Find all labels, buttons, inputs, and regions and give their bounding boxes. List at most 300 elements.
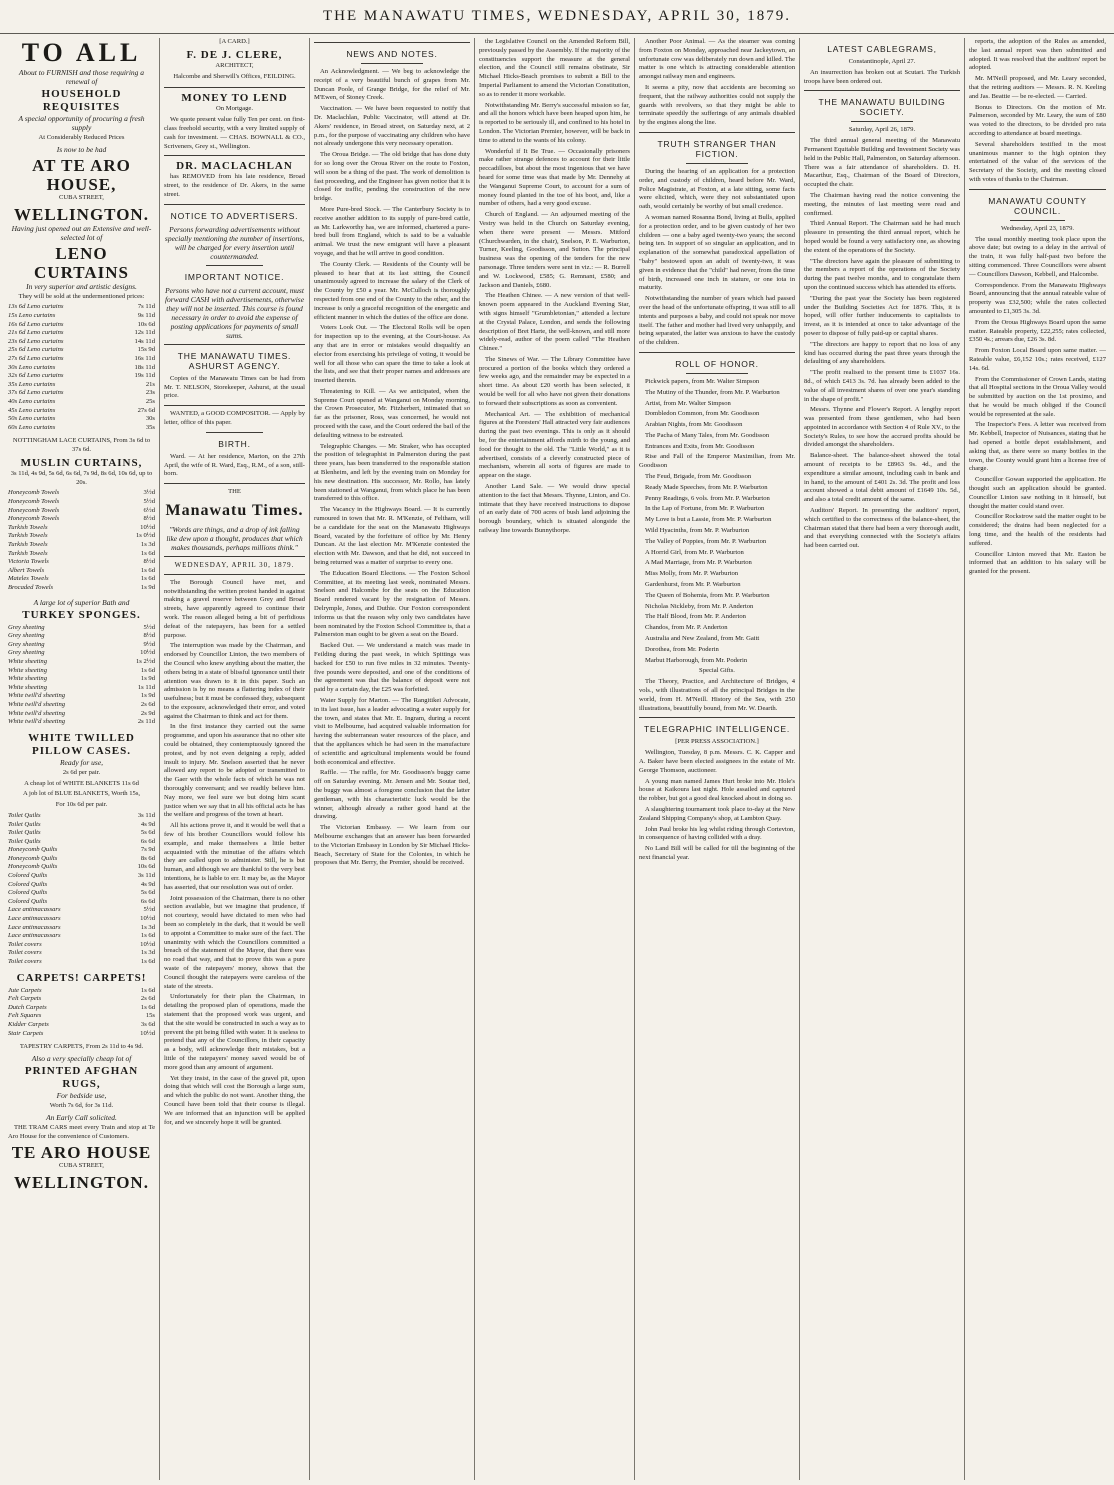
report-paragraph: Auditors' Report. In presenting the auditors' report, which certified to the correctness of the balance-sheet, the Chairman stated that there had been a very thorough audit, and that everything connected with the Society's affairs had been carried out. [804,507,960,550]
price-list-item [8,821,155,830]
price-list-item [8,924,155,933]
item-price: 1s 6d [140,549,155,557]
telegraphic-heading: TELEGRAPHIC INTELLIGENCE. [643,724,791,735]
item-price: 6s 6d [140,897,155,905]
tapestry-sub: Also a very specially cheap lot of [31,1053,132,1063]
telegram-item: John Paul broke his leg whilst riding through Cortevton, in consequence of having collided with a dray. [639,825,795,842]
price-list-item [8,329,155,338]
item-name: Colored Quilts [8,880,48,888]
price-list-item [8,584,155,593]
item-name: Toilet Quilts [8,820,41,828]
item-price: 25s [145,397,155,405]
divider [164,344,305,345]
news-item: The Education Board Elections. — The Foxton School Committee, at its meeting last week, nominated Messrs. Snelson and Halcombe for the seats on the Education Board rendered vacant by the resignation of Messrs. Delrymple, Jones, and Duthie. Our Foxton correspondent informs us that the reason why only two candidates have been nominated by the Foxton School Committee is, that a Palmerston man ought to be given a seat on the Board. [314,569,470,639]
carpets-heading: CARPETS! CARPETS! [16,971,147,984]
item-name: 30s Leno curtains [8,363,56,371]
price-list-item [8,898,155,907]
price-list-item [8,575,155,584]
news-articles [314,68,470,868]
item-price: 1s 6d [140,1003,155,1011]
price-list-item [8,632,155,641]
item-name: Turkish Towels [8,549,48,557]
roll-entry: A Mad Marriage, from Mr. P. Warburton [645,559,752,567]
wanted-ad: WANTED, a GOOD COMPOSITOR. — Apply by letter, office of this paper. [164,410,305,426]
item-name: White twill'd sheeting [8,700,66,708]
price-list-item [8,881,155,890]
price-list-item [8,303,155,312]
divider [804,90,960,91]
item-name: Colored Quilts [8,889,48,897]
paper-the: THE [228,488,241,496]
price-list-item [8,838,155,847]
price-list-item [8,346,155,355]
price-list-item [8,1012,155,1021]
report-paragraph: The third annual general meeting of the Manawatu Permanent Equitable Building and Investment Society was held in the Public Hall, Palmerston, on Saturday afternoon. There was a fair attendance of shareholders. D. H. Macarthur, Esq., Chairman of the Board of Directors, occupied the chair. [804,137,960,189]
item-name: Colored Quilts [8,897,48,905]
blue-blankets-price: For 10s 6d per pair. [55,801,108,809]
roll-entry: Dorothea, from Mr. Poderin [645,645,719,653]
divider [639,132,795,133]
item-name: 27s 6d Leno curtains [8,354,64,362]
report-paragraph: "The directors have again the pleasure of submitting to the members a report of the operations of the Society during the past twelve months, and to congratulate them upon the continued success which has attended its efforts. [804,257,960,291]
divider [639,717,795,718]
price-list-item [8,829,155,838]
column-roll-telegraphic [634,38,799,1480]
council-paragraph: Correspondence. From the Manawatu Highways Board, announcing that the annual rateable value of property was £32,500; while the rates collected amounted to £1,305 3s. 3d. [969,281,1106,315]
item-name: Grey sheeting [8,640,45,648]
price-list-item [8,855,155,864]
roll-entry: Marbut Harborough, from Mr. Poderin [645,656,748,664]
item-price: 1s 0½d [135,532,155,540]
price-list-item [8,863,155,872]
item-price: 8½d [143,515,155,523]
cablegrams-text: An insurrection has broken out at Scutari. The Turkish troops have been ordered out. [804,68,960,85]
price-list-item [8,398,155,407]
news-item: Telegraphic Changes. — Mr. Straker, who has occupied the position of telegraphist in Palmerston during the past three years, has been transferred to the responsible station at Blenheim, and left by the evening train on Monday for his new destination. His successor, Mr. Rollo, has lately been stationed at Wanganui, from which place he has been transferred to this office. [314,442,470,503]
item-name: 25s 6d Leno curtains [8,346,64,354]
council-paragraph: Councillor Gowan supported the application. He thought such an application should be granted. Councillor Linton saw nothing in it himself, but thought the matter could stand over. [969,476,1106,510]
report-paragraph: "During the past year the Society has been registered under the Building Societies Act for 1876. This, it is hoped, will offer further inducements to capitalists to invest, as it is intended at once to take advantage of the power to dispose of fully paid-up or capital shares. [804,294,960,337]
news-item: The Victorian Embassy. — We learn from our Melbourne exchanges that an answer has been forwarded to the Victorian Embassy in London by Sir Michael Hicks-Beach, Secretary of State for the Colonies, in which he proposes that Mr. Berry, the Premier, should be received. [314,824,470,867]
article-paragraph: During the hearing of an application for a protection order, and custody of children, heard before Mr. Ward, Police Magistrate, at Foxton, at a late sitting, some facts were elicited, which, were they not substantiated upon oath, would certainly be worthy of but small credence. [639,167,795,211]
item-name: Lace antimacassars [8,915,61,923]
item-price: 3½d [143,489,155,497]
item-price: 1s 9d [140,675,155,683]
item-price: 35s [145,423,155,431]
item-name: 16s 6d Leno curtains [8,320,64,328]
council-paragraph: Councillor Rockstrow said the matter ought to be considered; the drains had been neglected for a long time, and the health of the residents had suffered. [969,513,1106,547]
item-name: Toilet Quilts [8,837,41,845]
masthead-title: THE MANAWATU TIMES, WEDNESDAY, APRIL 30, 1879. [322,8,792,24]
report-paragraph: Several shareholders testified in the most unanimous manner to the high opinion they entertained of the value of the services of the Secretary of the Society, and the meeting closed with votes of thanks to the Chairman. [969,140,1106,183]
important-heading: IMPORTANT NOTICE. [184,271,285,282]
item-price: 5½d [143,906,155,914]
advert-household: HOUSEHOLD [41,88,122,100]
item-name: Brocaded Towels [8,584,54,592]
item-price: 6½d [143,506,155,514]
item-name: Toilet covers [8,940,42,948]
price-list-item [8,507,155,516]
blue-blankets-line: A job lot of BLUE BLANKETS, Worth 15s, [22,790,141,798]
price-list-item [8,987,155,996]
price-list-item [8,558,155,567]
item-name: 15s Leno curtains [8,311,56,319]
item-price: 1s 6d [140,986,155,994]
council-paragraph: From the Oroua Highways Board upon the same matter. Rateable property, £22,255; rates collected, £350 4s.; arrears due, £26 3s. 8d. [969,318,1106,344]
item-price: 4s 9d [140,820,155,828]
item-name: Turkish Towels [8,523,48,531]
carpet-price-list [8,987,155,1039]
money-text: We quote present value fully Ten per cent. on first-class freehold security, with a very limited supply of cash for investment. — CHAS. BOWNALL & CO., Scriveners, Grey st., Wellington. [164,116,305,150]
item-price: 8½d [143,632,155,640]
price-list-item [8,389,155,398]
nottingham-line: NOTTINGHAM LACE CURTAINS, From 3s 6d to 37s 6d. [12,437,151,454]
afghan-rugs-heading: PRINTED AFGHAN RUGS, [24,1064,139,1090]
item-name: Lace antimacassars [8,932,61,940]
item-name: White sheeting [8,683,48,691]
item-price: 1s 6d [140,958,155,966]
advert-street: CUBA STREET, [59,193,104,201]
roll-entry: Gardenhurst, from Mr. P. Warburton [645,581,741,589]
paper-motto: "Words are things, and a drop of ink falling like dew upon a thought, produces that which makes thousands, perhaps millions think." [166,524,303,552]
news-item: The Oroua Bridge. — The old bridge that has done duty for so long over the Oroua River on the route to Foxton, will soon be a thing of the past. The work of demolition is fast proceeding, and the Engineer has given notice that it is closed for traffic, pending the construction of the new bridge. [314,151,470,203]
rugs-sub: For bedside use, [56,1090,107,1100]
society-date: Saturday, April 26, 1879. [848,126,916,134]
item-name: 13s 6d Leno curtains [8,303,64,311]
special-gifts-heading: Special Gifts. [699,667,735,675]
telegram-item: No Land Bill will be called for till the beginning of the next financial year. [639,845,795,861]
price-list-item [8,364,155,373]
item-price: 6s 6d [140,837,155,845]
item-price: 3s 6d [140,1020,155,1028]
roll-entry: The Queen of Bohemia, from Mr. P. Warburton [645,591,770,599]
divider [164,483,305,484]
advert-opened: Having just opened out an Extensive and well-selected lot of [11,223,152,242]
item-name: 35s Leno curtains [8,380,56,388]
advert-special: A special opportunity of procuring a fresh supply [18,114,145,132]
leader-dateline: WEDNESDAY, APRIL 30, 1879. [174,560,295,569]
item-name: White twill'd sheeting [8,718,66,726]
item-name: Felt Carpets [8,995,42,1003]
pillow-heading: WHITE TWILLED PILLOW CASES. [28,731,135,757]
item-name: Grey sheeting [8,632,45,640]
item-price: 5s 6d [140,889,155,897]
news-item: The County Clerk. — Residents of the County will be pleased to hear that at its last sitting, the Council unanimously agreed to increase the salary of the Clerk of the County by £50 a year. Mr. McCulloch is thoroughly respected from one end of the County to the other, and the increase is only a graceful recognition of the energetic and efficient manner in which the duties of the office are done. [314,260,470,321]
news-item: The Vacancy in the Highways Board. — It is currently rumoured in town that Mr. R. M'Kenzie, of Feltham, will be a candidate for the seat on the Manawatu Highways Board, vacated by the forfeiture of office by Mr. Henry Duncan. At the last election Mr. M'Kenzie contested the election with Mr. Dawson, and that he did, not succeed in being returned was a matter of surprise to every one. [314,506,470,567]
item-name: Kidder Carpets [8,1020,49,1028]
price-list-item [8,312,155,321]
footer-city: WELLINGTON. [14,1173,149,1193]
price-list-item [8,949,155,958]
report-paragraph: The Chairman having read the notice convening the meeting, the minutes of last meeting were read and confirmed. [804,191,960,217]
item-price: 2s 9d [140,709,155,717]
divider [164,87,305,88]
divider [361,63,423,64]
price-list-item [8,906,155,915]
muslin-heading: MUSLIN CURTAINS, [20,456,143,469]
clere-title: ARCHITECT, [215,61,254,69]
council-paragraph: Councillor Linton moved that Mr. Easton be informed that an addition to his salary will be granted for the present. [969,550,1106,576]
newspaper-page [4,38,1110,1480]
council-heading: MANAWATU COUNTY COUNCIL. [988,195,1087,216]
price-list-item [8,701,155,710]
item-name: Toilet Quilts [8,829,41,837]
roll-entry: Chandos, from Mr. P. Anderton [645,624,728,632]
news-item: Water Supply for Marton. — The Rangitikei Advocate, in its last issue, has a leader advocating a water supply for the town, and states that Mr. E. Ingram, during a recent visit to Melbourne, had acquired valuable information for having the subterranean water resources of the place, and that the appliances which he had seen in the manufacture of scientific and agricultural implements would be found both economical and effective. [314,696,470,766]
item-name: 32s 6d Leno curtains [8,372,64,380]
roll-entry: Miss Molly, from Mr. P. Warburton [645,570,739,578]
tapestry-line: TAPESTRY CARPETS, From 2s 11d to 4s 9d. [19,1043,144,1051]
telegram-item: A slaughtering tournament took place to-day at the New Zealand Shipping Company's shop, at Lambton Quay. [639,805,795,822]
item-price: 1s 6d [140,932,155,940]
maclachlan-heading: DR. MACLACHLAN [176,160,293,173]
price-list-item [8,675,155,684]
society-report [804,137,960,551]
blankets-line: A cheap lot of WHITE BLANKETS 11s 6d [24,779,139,787]
cablegrams-heading: LATEST CABLEGRAMS, [827,44,937,54]
divider [164,574,305,575]
leader-paragraph: Unfortunately for their plan the Chairman, in detailing the proposed plan of operations, made the statement that the proposed work was urgent, and that the site would be constructed in such a way as to prevent the pit being filled with water. It is useless to pretend that any of the Councillors, in their capacity as a body, will acknowledge their mistakes, but a little of the ratepayers' money saved would be of more good than any amount of argument. [164,993,305,1071]
price-list-item [8,532,155,541]
item-price: 1s 9d [140,692,155,700]
footer-house: TE ARO HOUSE [11,1143,152,1163]
news-item: More Pure-bred Stock. — The Canterbury Society is to receive another addition to its supply of pure-bred cattle, as Mr. Larkworthy has, we are informed, chartered a pure-bred bull from England, which is said to be a valuable animal. We trust the new emigrant will have a pleasant voyage, and that he will arrive in good condition. [314,205,470,257]
news-item: It seems a pity, now that accidents are becoming so frequent, that the railway authorities could not supply the guards with revolvers, so that they might be able to terminate speedily the sufferings of any animals disabled by the engines along the line. [639,83,795,127]
item-name: Toilet covers [8,949,42,957]
item-name: Honeycomb Towels [8,506,60,514]
news-item: Mechanical Art. — The exhibition of mechanical figures at the Foresters' Hall attracted very fair audiences during the past two evenings. This is only as it should be, for the entertainment affords mirth to the young, and food for thought to the old. The "Little World," as it is advertised, consists of a cleverly constructed piece of mechanism, wherein all sorts of figures are made to appear on the stage. [479,410,630,480]
item-name: White sheeting [8,657,48,665]
column-news-continued [474,38,634,1480]
item-price: 30s [145,415,155,423]
item-name: Victoria Towels [8,558,49,566]
item-name: Lace antimacassars [8,906,61,914]
item-name: 60s Leno curtains [8,423,56,431]
roll-entry: Rise and Fall of the Emperor Maximilian, from Mr. Goodisson [639,453,795,470]
telegraphic-articles [639,749,795,863]
item-price: 2s 6d [140,700,155,708]
council-paragraph: From Foxton Local Board upon same matter. — Rateable value, £6,152 10s.; rates received, £127 14s. 6d. [969,347,1106,372]
council-report [969,236,1106,577]
column-county-council [964,38,1110,1480]
news-item: Threatening to Kill. — As we anticipated, when the Supreme Court opened at Wanganui on Monday morning, the Crown Prosecutor, Mr. Fitzherbert, intimated that so far as the prisoner, Ross, was concerned, he would not proceed with the case, and the Court ordered the bail of the defaulting witness to be estreated. [314,387,470,439]
rugs-price: Worth 7s 6d, for 3s 11d. [49,1101,114,1109]
telegraphic-sub: [PER PRESS ASSOCIATION.] [675,738,759,746]
item-name: Grey sheeting [8,623,45,631]
item-name: Mateles Towels [8,575,49,583]
card-label: [A CARD.] [219,38,250,45]
truth-article [639,168,795,348]
item-price: 10½d [140,915,155,923]
news-item: Wonderful if It Be True. — Occasionally prisoners make rather strange defences to account for their little peccadilloes, but about the most ingenious that we have heard for some time was that made by Mr. Dennehy at the Wanganui Supreme Court, to account for a sum of money found planted in the toe of his boot, and, like a number of others, had a very good excuse. [479,147,630,208]
item-name: Felt Squares [8,1012,42,1020]
roll-entry: Dombledon Common, from Mr. Goodisson [645,410,760,418]
agency-text: Copies of the Manawatu Times can be had from Mr. T. NELSON, Storekeeper, Ashurst, at the usual price. [164,374,305,400]
roll-entry: Ready Made Speeches, from Mr. P. Warburton [645,483,768,491]
item-name: 37s 6d Leno curtains [8,389,64,397]
newspaper-masthead [0,0,1114,34]
report-paragraph: reports, the adoption of the Rules as amended, the last annual report was then submitted and adopted. It was resolved that the auditors' report be adopted. [969,38,1106,72]
item-price: 1s 9d [140,584,155,592]
item-price: 3s 11d [137,872,155,880]
roll-entry: Artist, from Mr. Walter Simpson [645,399,731,407]
price-list-item [8,941,155,950]
bath-line: A large lot of superior Bath and [33,597,130,607]
roll-entry: Pickwick papers, from Mr. Walter Simpson [645,377,760,385]
news-item: Notwithstanding Mr. Berry's successful mission so far, and all the honors which have been heaped upon him, he is reported to be seriously ill, and confined to his hotel in London. The Victorian Premier, however, will be back in time to attend to the wants of his colony. [479,101,630,144]
leader-paragraph: Joint possession of the Chairman, there is no other section available, but we imagine that prudence, if not courtesy, would have dictated to men who had been so completely in the dark, that it would be well to appoint a Committee to make sure of the fact. The unanimity with which the Councillors committed a breach of the statement of the Mayor, that there was no road that way, and that to prove this was a pure waste of the ratepayers' money, shows that the Council thought the ratepayers were careless of the state of the streets. [164,894,305,990]
society-continued [969,38,1106,185]
advert-now: Is now to be had [56,144,107,154]
item-price: 8½d [143,558,155,566]
leader-paragraph: The interruption was made by the Chairman, and endorsed by Councillor Linton, the two members of the Council who knew anything about the matter, the others being in a state of blissful ignorance until their attention was drawn to it in this paper. Such an admission is by no means a flattering index of their usefulness; but it must be confessed they, subsequent to the exposure, acknowledged their error, and voted against the Chairman to think and act for them. [164,642,305,720]
clere-address: Halcombe and Sherwill's Offices, FEILDING. [173,72,296,80]
price-list-item [8,958,155,967]
divider [851,121,913,122]
divider [164,556,305,557]
report-paragraph: Third Annual Report. The Chairman said he had much pleasure in presenting the third annual report, which he hoped would be found a very satisfactory one, as showing the extent of the operations of the Society. [804,220,960,254]
item-price: 1s 11d [137,683,155,691]
leno-desc: In very superior and artistic designs. [26,281,137,291]
price-list-item [8,338,155,347]
advert-city: WELLINGTON. [14,204,149,224]
item-name: 50s Leno curtains [8,415,56,423]
news-heading: NEWS AND NOTES. [346,49,438,59]
leno-price-list [8,303,155,432]
leader-paragraph: In the first instance they carried out the same programme, and upon his assurance that no other site could be obtained, they contemptuously ignored the protest, and by not even deigning a reply, added insult to injury. Mr. Snelson asserted that he never allowed any report to be adopted or transmitted to the Gaer with the whole facts of which he was not thoroughly conversant; and we readily believe him. Nay more, we feel sure we but doing him scant justice when we say that in all his official acts he has the welfare and progress of the town at heart. [164,723,305,819]
item-price: 10½d [140,649,155,657]
price-list-item [8,355,155,364]
advert-intro: About to FURNISH and those requiring a renewal of [18,68,145,86]
column-te-aro-advert [4,38,159,1480]
telegram-item: Wellington, Tuesday, 8 p.m. Messrs. C. K. Capper and A. Baker have been elected assignees in the estate of Mr. George Thomson, auctioneer. [639,749,795,774]
roll-entry: The Mutiny of the Thunder, from Mr. P. Warburton [645,388,780,396]
telegram-item: A young man named James Hurt broke into Mr. Hole's house at Kaikoura last night. Hole assailed and captured the robber, but got a good deal knocked about in doing so. [639,777,795,803]
roll-entry: The Feud, Brigade, from Mr. Goodisson [645,473,752,481]
item-name: Honeycomb Towels [8,515,60,523]
roll-entry: My Love is but a Lassie, from Mr. P. Warburton [645,516,772,524]
advert-headline: TO ALL [21,38,142,67]
divider [314,42,470,43]
special-gifts-text: The Theory, Practice, and Architecture of Bridges, 4 vols., with illustrations of all the principal Bridges in the world, from H. M'Neill. History of the Sea, with 250 illustrations, beautifully bound, from Mr. W. Dearth. [639,678,795,712]
item-price: 10½d [140,940,155,948]
council-paragraph: The usual monthly meeting took place upon the above date; but owing to a delay in the arrival of the train, it was fully half-past two before the sitting commenced. Three Councillors were absent — Councillors Dawson, Kebbell, and Halcombe. [969,235,1106,278]
birth-text: Ward. — At her residence, Marton, on the 27th April, the wife of R. Ward, Esq., R.M., of a son, still-born. [164,452,305,478]
sheeting-price-list [8,624,155,727]
article-paragraph: A woman named Rosanna Bond, living at Bulls, applied for a protection order, and to be given custody of her two children — one a baby aged twenty-two years; the second being ten. In support of so singular an application, and in explanation of the somewhat paradoxical appellation of "baby" bestowed upon an adult of twenty-two, it was given in evidence that the "child" had never, from the time of birth, increased one inch in stature, or one iota in maturity. [639,213,795,292]
roll-entry: Penny Readings, 6 vols. from Mr. P. Warburton [645,494,770,502]
item-name: Toilet covers [8,958,42,966]
leader-paragraph: All his actions prove it, and it would be well that a few of his brother Councillors would follow his example, and make themselves a little better acquainted with the minutiae of the affairs which they are called upon to administer. Still, he is but human, and although we are thankful to the very best intentions, he is liable to err. It may be, as the Mayor has asserted, that our resolution was out of order. [164,822,305,891]
price-list-item [8,541,155,550]
item-price: 10½d [140,1029,155,1037]
news-item: Another Poor Animal. — As the steamer was coming from Foxton on Monday, approached near Jackeytown, an unfortunate cow was deliberately run down and killed. The matter is one which is attracting considerable attention amongst railway men and engineers. [639,38,795,81]
item-name: Jute Carpets [8,986,42,994]
council-date: Wednesday, April 23, 1879. [1000,224,1075,232]
item-name: Albert Towels [8,566,45,574]
item-price: 1s 2½d [135,657,155,665]
news-item: An Acknowledgment. — We beg to acknowledge the receipt of a very beautiful bunch of grapes from Mr. Duncan Poole, of Grange Bridge, for the relief of Mr. M'Ewen, of Stoney Creek. [314,68,470,102]
roll-entry: The Half Blood, from Mr. P. Anderton [645,613,746,621]
item-price: 15s 9d [137,346,155,354]
council-paragraph: The Inspector's Fees. A letter was received from Mr. Kebbell, Inspector of Nuisances, stating that he had opened a bottle depot establishment, and asking that, as there were so many bottles in the town, the County would grant him a license free of charge. [969,421,1106,473]
price-list-item [8,667,155,676]
column-news-notes [309,38,474,1480]
item-price: 5½d [143,623,155,631]
muslin-prices: 3s 11d, 4s 9d, 5s 6d, 6s 6d, 7s 9d, 8s 6d, 10s 6d, up to 20s. [10,469,153,486]
item-price: 18s 11d [134,363,155,371]
truth-heading: TRUTH STRANGER THAN FICTION. [657,138,777,159]
price-list-item [8,321,155,330]
divider [206,432,262,433]
news-item: The Sinews of War. — The Library Committee have procured a portion of the books which they ordered a few weeks ago, and the remainder may be expected in a short time. As about £20 worth has been selected, it would be well for all who have not given their donations to forward their subscriptions as soon as convenient. [479,355,630,407]
item-price: 16s 11d [134,354,155,362]
divider [164,405,305,406]
news-continued-articles [479,38,630,536]
item-price: 7s 9d [140,846,155,854]
price-list-item [8,684,155,693]
divider [206,265,262,266]
article-paragraph: Notwithstanding the number of years which had passed over the head of the unfortunate offspring, it was still to all intents and purposes a baby, and could not speak nor move itself. The father and mother had lived very unhappily, and being separated, the latter was anxious to have the custody of the children. [639,295,795,347]
item-name: White twill'd sheeting [8,709,66,717]
item-price: 10s 6d [137,320,155,328]
item-name: 40s Leno curtains [8,397,56,405]
item-name: Grey sheeting [8,649,45,657]
item-price: 19s 11d [134,372,155,380]
price-list-item [8,407,155,416]
item-name: Dutch Carpets [8,1003,47,1011]
item-price: 9½d [143,640,155,648]
item-price: 10s 6d [137,863,155,871]
item-name: White sheeting [8,675,48,683]
item-price: 10½d [140,523,155,531]
price-list-item [8,424,155,433]
news-item: the Legislative Council on the Amended Reform Bill, previously passed by the Assembly. If the majority of the constituencies support the measure at the general election, and the Council still remains obstinate, Sir Michael Hicks-Beach promises to submit a Bill to the Imperial Parliament to amend the Victorian Constitution, so as to render it more workable. [479,38,630,98]
item-price: 21s [145,380,155,388]
item-price: 5½d [143,498,155,506]
item-price: 1s 6d [140,666,155,674]
council-paragraph: From the Commissioner of Crown Lands, stating that all Hospital sections in the Oroua Valley would be submitted by auction on the 1st proximo, and that he would be much obliged if the Council would be represented at the sale. [969,375,1106,418]
price-list-item [8,415,155,424]
item-price: 1s 3d [140,541,155,549]
news-item: Another Land Sale. — We would draw special attention to the fact that Messrs. Thynne, Linton, and Co. intimate that they have received instructions to dispose of an early date of 700 acres of bush land adjoining the borough boundary, which is situated alongside the railway line towards Bunnythorpe. [479,483,630,535]
price-list-item [8,624,155,633]
roll-entry: A Horrid Girl, from Mr. P. Warburton [645,548,744,556]
leader-paragraph: Yet they insist, in the case of the gravel pit, upon doing that which will cost the Borough a large sum, and which the public do not want. Another thing, the Council have been told that their course is illegal. We are informed that an injunction will be applied for, and we sincerely hope it will be granted. [164,1074,305,1126]
roll-of-honor-list [639,378,795,666]
leader-paragraph: The Borough Council have met, and notwithstanding the written protest handed in against making a gravel reserve between Grey and Broad streets, have apparently agreed to continue their work. The reason alleged being a bit of perfidious defeat of the ratepayers, has been for a settled purpose. [164,578,305,639]
item-price: 14s 11d [134,337,155,345]
item-price: 1s 3d [140,923,155,931]
price-list-item [8,872,155,881]
item-price: 1s 6d [140,575,155,583]
item-price: 2s 6d [140,995,155,1003]
price-list-item [8,846,155,855]
tram-notice: THE TRAM CARS meet every Train and stop at Te Aro House for the convenience of Customers. [8,1123,155,1140]
price-list-item [8,1004,155,1013]
roll-heading: ROLL OF HONOR. [675,358,759,369]
paper-nameplate: Manawatu Times. [165,501,304,519]
report-paragraph: Mr. M'Neill proposed, and Mr. Leary seconded, that the retiring auditors — Messrs. R. N. Keeling and Jas. Beattie — be re-elected. — Carried. [969,75,1106,100]
divider [164,204,305,205]
price-list-item [8,692,155,701]
price-list-item [8,658,155,667]
price-list-item [8,515,155,524]
item-price: 9s 11d [137,311,155,319]
price-list-item [8,915,155,924]
maclachlan-text: has REMOVED from his late residence, Broad street, to the residence of Dr. Akers, in the same street. [164,173,305,198]
roll-entry: Arabian Nights, from Mr. Goodisson [645,421,743,429]
